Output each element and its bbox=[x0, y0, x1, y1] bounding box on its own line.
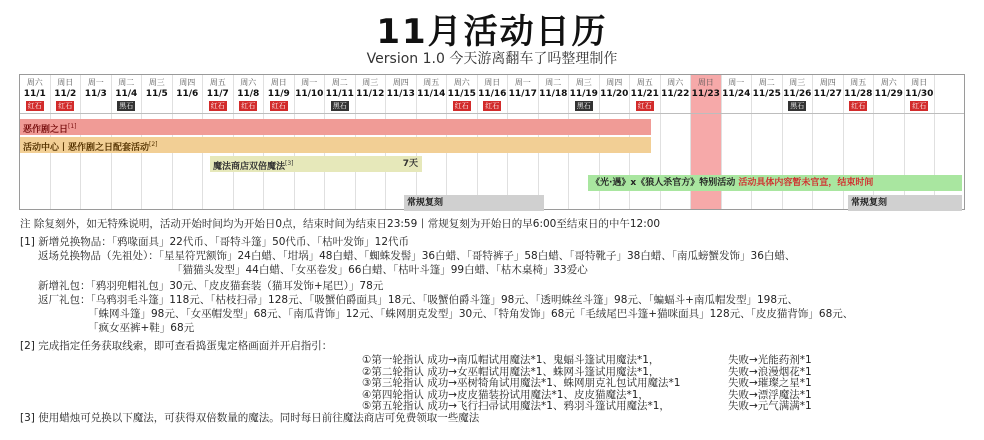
day-date-label: 11/25 bbox=[752, 89, 781, 99]
day-of-week-label: 周日 bbox=[57, 78, 74, 87]
note-2-fail-4: 失败→漂浮魔法*1 bbox=[728, 388, 812, 401]
day-date-label: 11/1 bbox=[23, 89, 46, 99]
black-stone-badge: 黑石 bbox=[576, 102, 591, 110]
note-1-line-2: 返场兑换物品（先祖处）：「星星符咒额饰」24白蜡、「坩埚」48白蜡、「蜘蛛发髻」36白蜡、「哥特裤子」58白蜡、「哥特靴子」38白蜡、「南瓜螃蟹发饰」36白蜡、 bbox=[38, 250, 796, 262]
day-of-week-label: 周二 bbox=[118, 78, 135, 87]
note-2-success-2: ②第二轮指认 成功→女巫帽试用魔法*1、蛛网斗篷试用魔法*1， bbox=[362, 365, 660, 378]
day-of-week-label: 周三 bbox=[575, 78, 592, 87]
day-date-label: 11/7 bbox=[206, 89, 229, 99]
day-of-week-label: 周四 bbox=[392, 78, 409, 87]
day-date-label: 11/8 bbox=[237, 89, 260, 99]
day-date-label: 11/11 bbox=[325, 89, 354, 99]
day-of-week-label: 周日 bbox=[697, 78, 714, 87]
day-date-label: 11/13 bbox=[386, 89, 415, 99]
day-date-label: 11/26 bbox=[783, 89, 812, 99]
day-of-week-label: 周日 bbox=[911, 78, 928, 87]
day-of-week-label: 周一 bbox=[514, 78, 531, 87]
day-date-label: 11/10 bbox=[295, 89, 324, 99]
day-date-label: 11/5 bbox=[145, 89, 168, 99]
day-date-label: 11/27 bbox=[813, 89, 842, 99]
day-of-week-label: 周六 bbox=[880, 78, 897, 87]
day-date-label: 11/18 bbox=[539, 89, 568, 99]
day-date-label: 11/4 bbox=[115, 89, 138, 99]
note-2-success-4: ④第四轮指认 成功→皮皮猫装扮试用魔法*1、皮皮猫魔法*1， bbox=[362, 388, 649, 401]
day-date-label: 11/16 bbox=[478, 89, 507, 99]
note-2-success-1: ①第一轮指认 成功→南瓜帽试用魔法*1、鬼蝠斗篷试用魔法*1， bbox=[362, 354, 660, 366]
note-2-heading: [2] 完成指定任务获取线索，即可查看捣蛋鬼定格画面并开启指引： bbox=[20, 340, 333, 352]
day-of-week-label: 周三 bbox=[148, 78, 165, 87]
note-1-line-1: [1] 新增兑换物品：「鸦喙面具」22代币、「哥特斗篷」50代币、「枯叶发饰」12代币 bbox=[20, 236, 410, 248]
red-stone-badge: 红石 bbox=[485, 102, 500, 110]
day-date-label: 11/3 bbox=[84, 89, 107, 99]
day-of-week-label: 周六 bbox=[240, 78, 257, 87]
calendar-grid bbox=[19, 74, 965, 210]
day-date-label: 11/15 bbox=[447, 89, 476, 99]
black-stone-badge: 黑石 bbox=[119, 102, 134, 110]
red-stone-badge: 红石 bbox=[210, 102, 225, 110]
note-2-success-3: ③第三轮指认 成功→巫树犄角试用魔法*1、蛛网朋克礼包试用魔法*1 bbox=[362, 377, 681, 389]
event-sky-werewolf-collab: 《光·遇》x《狼人杀官方》特别活动 活动具体内容暂未官宣，结束时间 bbox=[588, 175, 962, 191]
day-date-label: 11/20 bbox=[600, 89, 629, 99]
day-date-label: 11/30 bbox=[905, 89, 934, 99]
event-duration: 7天 bbox=[402, 159, 418, 169]
note-1-line-3: 「猫猫头发型」44白蜡、「女巫卷发」66白蜡、「枯叶斗篷」99白蜡、「枯木桌椅」33爱心 bbox=[172, 264, 588, 276]
day-of-week-label: 周一 bbox=[301, 78, 318, 87]
day-of-week-label: 周六 bbox=[667, 78, 684, 87]
note-2-fail-5: 失败→元气满满*1 bbox=[728, 400, 812, 412]
page-subtitle: Version 1.0 今天游离翻车了吗整理制作 bbox=[366, 51, 618, 67]
note-1-line-7: 「疯女巫裤+鞋」68元 bbox=[88, 322, 195, 334]
day-of-week-label: 周四 bbox=[819, 78, 836, 87]
day-date-label: 11/23 bbox=[691, 89, 720, 99]
event-regular-rerun-1: 常规复刻 bbox=[404, 195, 544, 211]
day-of-week-label: 周二 bbox=[331, 78, 348, 87]
note-2-success-5: ⑤第五轮指认 成功→飞行扫帚试用魔法*1、鸦羽斗篷试用魔法*1， bbox=[362, 400, 670, 412]
event-magic-shop-double: 魔法商店双倍魔法[3] 7天 bbox=[210, 156, 422, 172]
day-date-label: 11/2 bbox=[54, 89, 77, 99]
note-1-line-6: 「蛛网斗篷」98元、「女巫帽发型」68元、「南瓜背饰」12元、「蛛网朋克发型」30元、「特角发饰」68元「毛绒尾巴斗篷+猫咪面具」128元、「皮皮猫背饰」68元、 bbox=[88, 308, 854, 320]
day-of-week-label: 周二 bbox=[545, 78, 562, 87]
general-note: 注 除复刻外，如无特殊说明，活动开始时间均为开始日0点，结束时间为结束日23:59丨常规复刻为开始日的早6:00至结束日的中午12:00 bbox=[20, 218, 661, 230]
event-regular-rerun-2: 常规复刻 bbox=[848, 195, 962, 211]
day-of-week-label: 周日 bbox=[484, 78, 501, 87]
red-stone-badge: 红石 bbox=[454, 102, 469, 110]
day-date-label: 11/24 bbox=[722, 89, 751, 99]
red-stone-badge: 红石 bbox=[241, 102, 256, 110]
day-date-label: 11/22 bbox=[661, 89, 690, 99]
note-1-line-5: 返厂礼包：「乌鸦羽毛斗篷」118元、「枯枝扫帚」128元、「吸蟹伯爵面具」18元、「吸蟹伯爵斗篷」98元、「透明蛛丝斗篷」98元、「蝙蝠斗+南瓜帽发型」198元、 bbox=[38, 294, 799, 306]
day-of-week-label: 周五 bbox=[636, 78, 653, 87]
black-stone-badge: 黑石 bbox=[790, 102, 805, 110]
red-stone-badge: 红石 bbox=[637, 102, 652, 110]
red-stone-badge: 红石 bbox=[851, 102, 866, 110]
day-date-label: 11/21 bbox=[630, 89, 659, 99]
day-date-label: 11/28 bbox=[844, 89, 873, 99]
note-2-fail-1: 失败→光能药剂*1 bbox=[728, 354, 812, 366]
day-date-label: 11/6 bbox=[176, 89, 199, 99]
red-stone-badge: 红石 bbox=[912, 102, 927, 110]
day-date-label: 11/14 bbox=[417, 89, 446, 99]
note-2-fail-3: 失败→璀璨之星*1 bbox=[728, 377, 812, 389]
calendar-header-divider bbox=[20, 113, 964, 114]
note-2-fail-2: 失败→浪漫烟花*1 bbox=[728, 365, 812, 378]
event-warning: 活动具体内容暂未官宣，结束时间 bbox=[738, 178, 874, 188]
day-of-week-label: 周六 bbox=[26, 78, 43, 87]
day-of-week-label: 周四 bbox=[179, 78, 196, 87]
day-of-week-label: 周日 bbox=[270, 78, 287, 87]
day-date-label: 11/29 bbox=[874, 89, 903, 99]
day-of-week-label: 周五 bbox=[850, 78, 867, 87]
page-title: 11月活动日历 bbox=[376, 12, 608, 52]
day-of-week-label: 周三 bbox=[789, 78, 806, 87]
day-of-week-label: 周二 bbox=[758, 78, 775, 87]
event-activity-center: 活动中心丨恶作剧之日配套活动[2] bbox=[20, 137, 651, 153]
day-date-label: 11/19 bbox=[569, 89, 598, 99]
day-of-week-label: 周三 bbox=[362, 78, 379, 87]
day-of-week-label: 周四 bbox=[606, 78, 623, 87]
day-date-label: 11/17 bbox=[508, 89, 537, 99]
day-of-week-label: 周六 bbox=[453, 78, 470, 87]
red-stone-badge: 红石 bbox=[271, 102, 286, 110]
red-stone-badge: 红石 bbox=[27, 102, 42, 110]
note-1-line-4: 新增礼包：「鸦羽兜帽礼包」30元、「皮皮猫套装（猫耳发饰+尾巴）」78元 bbox=[38, 280, 384, 292]
day-of-week-label: 周五 bbox=[209, 78, 226, 87]
black-stone-badge: 黑石 bbox=[332, 102, 347, 110]
day-date-label: 11/12 bbox=[356, 89, 385, 99]
red-stone-badge: 红石 bbox=[58, 102, 73, 110]
day-of-week-label: 周一 bbox=[87, 78, 104, 87]
event-prank-day: 恶作剧之日[1] bbox=[20, 119, 651, 135]
day-of-week-label: 周一 bbox=[728, 78, 745, 87]
note-3: [3] 使用蜡烛可兑换以下魔法，可获得双倍数量的魔法。同时每日前往魔法商店可免费领取一些魔法 bbox=[20, 412, 480, 424]
day-of-week-label: 周五 bbox=[423, 78, 440, 87]
day-date-label: 11/9 bbox=[267, 89, 290, 99]
